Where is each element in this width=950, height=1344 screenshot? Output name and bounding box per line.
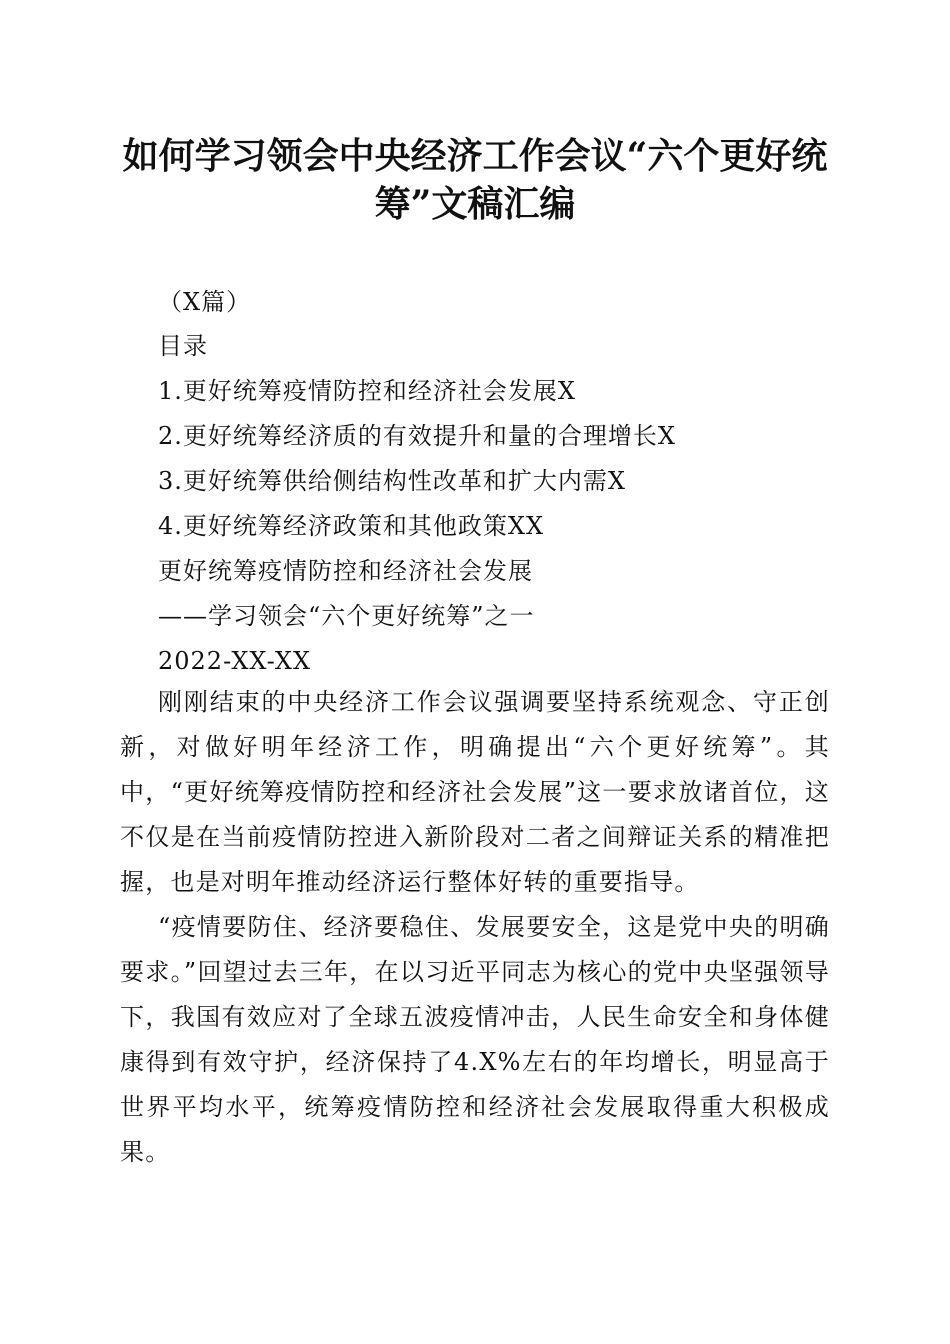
- document-title: 如何学习领会中央经济工作会议“六个更好统筹”文稿汇编: [122, 135, 828, 225]
- toc-item: 1.更好统筹疫情防控和经济社会发展X: [158, 377, 576, 405]
- toc-item: 3.更好统筹供给侧结构性改革和扩大内需X: [158, 467, 626, 495]
- toc-label: 目录: [158, 332, 208, 360]
- count-note: （X篇）: [158, 288, 252, 316]
- body-paragraph: 刚刚结束的中央经济工作会议强调要坚持系统观念、守正创新，对做好明年经济工作，明确提出“六个更好统筹”。其中，“更好统筹疫情防控和经济社会发展”这一要求放诸首位，这不仅是在当前疫情防控进入新阶段对二者之间辩证关系的精准把握，也是对明年推动经济运行整体好转的重要指导。: [120, 688, 830, 896]
- article-date: 2022-XX-XX: [158, 647, 312, 675]
- toc-item: 2.更好统筹经济质的有效提升和量的合理增长X: [158, 422, 676, 450]
- toc-item: 4.更好统筹经济政策和其他政策XX: [158, 512, 545, 540]
- article-subtitle: ——学习领会“六个更好统筹”之一: [158, 602, 535, 630]
- body-paragraph: “疫情要防住、经济要稳住、发展要安全，这是党中央的明确要求。”回望过去三年，在以习近平同志为核心的党中央坚强领导下，我国有效应对了全球五波疫情冲击，人民生命安全和身体健康得到有效守护，经济保持了4.X%左右的年均增长，明显高于世界平均水平，统筹疫情防控和经济社会发展取得重大积极成果。: [120, 913, 830, 1166]
- article-title: 更好统筹疫情防控和经济社会发展: [158, 557, 533, 585]
